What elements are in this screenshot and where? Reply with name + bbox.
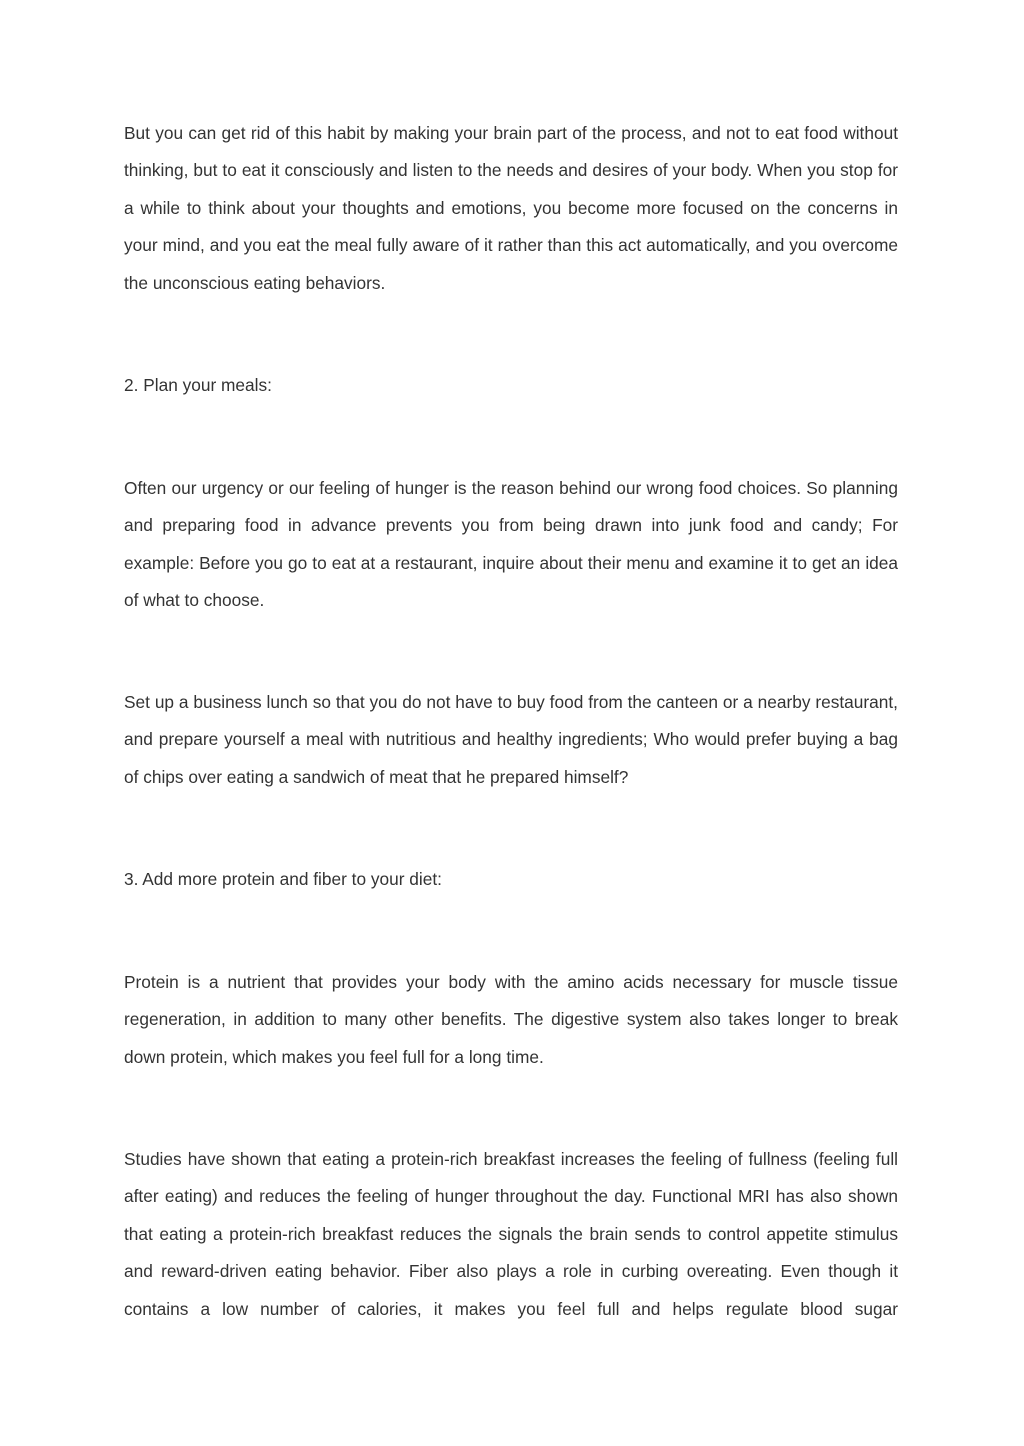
paragraph-studies: Studies have shown that eating a protein-rich breakfast increases the feeling of fullness (feeling full after eating) and reduces the feeling of hunger throughout the day. Functional MRI has also shown that eating a protein-rich breakfast reduces the signals the brain sends to control appetite stimulus and reward-driven eating behavior. Fiber also plays a role in curbing overeating. Even though it contains a low number of calories, it makes you feel full and helps regulate blood sugar — [124, 1149, 898, 1319]
paragraph-plan-meals: Often our urgency or our feeling of hunger is the reason behind our wrong food choices. So planning and preparing food in advance prevents you from being drawn into junk food and candy; For example: Before you go to eat at a restaurant, inquire about their menu and examine it to get an idea of what to choose. — [124, 478, 898, 611]
paragraph-protein: Protein is a nutrient that provides your body with the amino acids necessary for muscle tissue regeneration, in addition to many other benefits. The digestive system also takes longer to break down protein, which makes you feel full for a long time. — [124, 972, 898, 1067]
section-heading-protein-fiber: 3. Add more protein and fiber to your diet: — [124, 869, 442, 889]
section-heading-plan-meals: 2. Plan your meals: — [124, 375, 272, 395]
paragraph-mindful-eating: But you can get rid of this habit by making your brain part of the process, and not to eat food without thinking, but to eat it consciously and listen to the needs and desires of your body. When you stop for a while to think about your thoughts and emotions, you become more focused on the concerns in your mind, and you eat the meal fully aware of it rather than this act automatically, and you overcome the unconscious eating behaviors. — [124, 123, 898, 293]
paragraph-business-lunch: Set up a business lunch so that you do not have to buy food from the canteen or a nearby restaurant, and prepare yourself a meal with nutritious and healthy ingredients; Who would prefer buying a bag of chips over eating a sandwich of meat that he prepared himself? — [124, 692, 898, 787]
